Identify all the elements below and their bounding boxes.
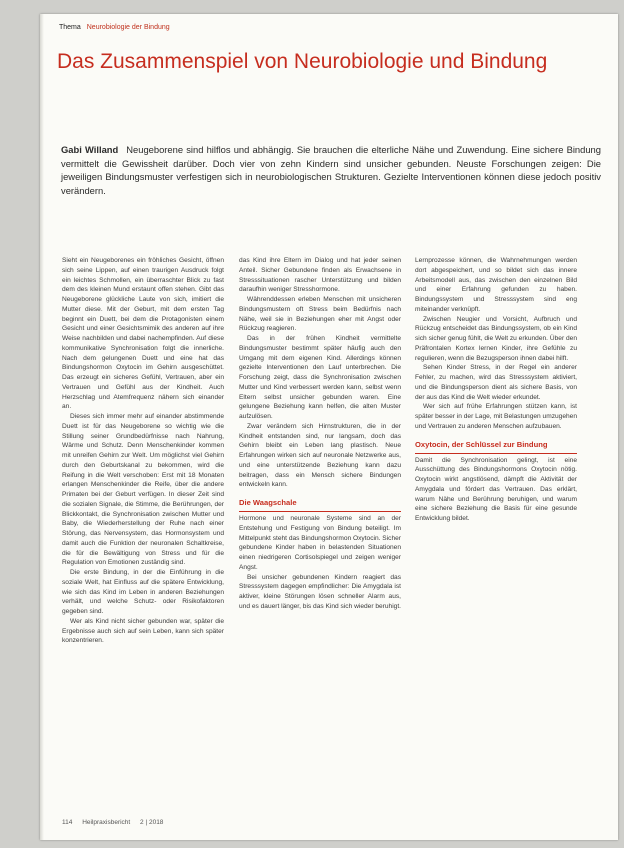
lead-text: Neugeborene sind hilflos und abhängig. Sie brauchen die elterliche Nähe und Zuwendung. Eine sichere Bindung vermittelt die Gewissheit darüber. Doch vier von zehn Kindern sind unsicher gebunden. Neuste Forschungen zeigen: Die jeweiligen Bindungsmuster verfestigen sich in neurobiologischen Strukturen. Gezielte Interventionen können diese jedoch positiv verändern. bbox=[61, 144, 601, 196]
paragraph: Hormone und neuronale Systeme sind an der Entstehung und Festigung von Bindung beteiligt. Im Mittelpunkt steht das Bindungshormon Oxytocin. Sicher gebundene Kinder haben in belastenden Situationen einen niedrigeren Cortisolspiegel und zeigen weniger Angst. bbox=[239, 515, 401, 571]
paragraph: Zwar verändern sich Hirnstrukturen, die in der Kindheit entstanden sind, nur langsam, doch das Gehirn bleibt ein Leben lang plastisch. Neue Erfahrungen wirken sich auf neuronale Netzwerke aus, und eine unterstützende Beziehung kann dazu beitragen, dass ein Mensch sichere Bindungen entwickeln kann. bbox=[239, 422, 401, 489]
section-kicker bbox=[59, 24, 170, 31]
paragraph: Bei unsicher gebundenen Kindern reagiert das Stresssystem dagegen empfindlicher: Die Amygdala ist aktiver, kleine Störungen lösen schneller Alarm aus, und es dauert länger, bis das Kind sich wieder beruhigt. bbox=[239, 573, 401, 610]
page-footer bbox=[62, 819, 171, 826]
magazine-name: Heilpraxisbericht bbox=[82, 819, 131, 826]
text-column-3 bbox=[415, 256, 577, 796]
paragraph: Zwischen Neugier und Vorsicht, Aufbruch und Rückzug entscheidet das Bindungssystem, ob ein Kind sich sicher genug fühlt, die Welt zu erkunden. Über den Präfrontalen Kortex lernen Kinder, ihre Gefühle zu regulieren, wenn die Bezugsperson ihnen dabei hilft. bbox=[415, 315, 577, 362]
heading-rule bbox=[239, 511, 401, 512]
section-heading: Die Waagschale bbox=[239, 498, 297, 507]
subsection-label: Neurobiologie der Bindung bbox=[86, 24, 170, 31]
article-lead bbox=[61, 143, 601, 197]
page-number: 114 bbox=[62, 819, 73, 826]
magazine-page bbox=[40, 14, 618, 840]
section-label: Thema bbox=[59, 24, 81, 31]
paragraph: Währenddessen erleben Menschen mit unsicheren Bindungsmustern oft Stress beim Bedürfnis nach Nähe, weil sie in Beziehungen eher mit Angst oder Rückzug reagieren. bbox=[239, 296, 401, 333]
page-spine-shadow bbox=[40, 14, 44, 840]
article-title: Das Zusammenspiel von Neurobiologie und Bindung bbox=[57, 50, 548, 73]
author-name: Gabi Willand bbox=[61, 144, 119, 155]
paragraph: Sehen Kinder Stress, in der Regel ein anderer Fehler, zu machen, wird das Stresssystem aktiviert, und die Bindungsperson dient als sichere Basis, von der aus das Kind die Welt wieder erkundet. bbox=[415, 364, 577, 401]
paragraph: Die erste Bindung, in der die Einführung in die soziale Welt, hat Einfluss auf die spätere Entwicklung, wie sich das Kind im Leben in anderen Beziehungen verhält, und welche Schutz- oder Risikofaktoren gegeben sind. bbox=[62, 569, 224, 615]
paragraph: Damit die Synchronisation gelingt, ist eine Ausschüttung des Bindungshormons Oxytocin nötig. Oxytocin wirkt angstlösend, dämpft die Aktivität der Amygdala und fördert das Vertrauen. Das erklärt, warum Nähe und Berührung beruhigen, und warum eine sichere Beziehung die Basis für eine gesunde Entwicklung bildet. bbox=[415, 456, 577, 522]
paragraph: Das in der frühen Kindheit vermittelte Bindungsmuster bestimmt später häufig auch den Umgang mit dem eigenen Kind. Allerdings können gezielte Interventionen den Lauf unterbrechen. Die Forschung zeigt, dass die Synchronisation zwischen Mutter und Kind verbessert werden kann, selbst wenn Eltern selbst unsicher gebunden waren. Eine gelungene Beziehung kann helfen, die alten Muster aufzulösen. bbox=[239, 335, 401, 420]
text-column-1 bbox=[62, 256, 224, 796]
paragraph: Wer sich auf frühe Erfahrungen stützen kann, ist später besser in der Lage, mit Belastungen umzugehen und Vertrauen zu anderen Menschen aufzubauen. bbox=[415, 403, 577, 430]
paragraph: Sieht ein Neugeborenes ein fröhliches Gesicht, öffnen sich seine Lippen, auf einen traurigen Ausdruck folgt ein leichtes Schmollen, ein überraschter Blick zu fast dem des kleinen Mund erstaunt offen stehen. Gibt das Neugeborene glückliche Laute von sich, imitiert die Mutter diese. Mit der Geburt, mit dem ersten Tag beginnt ein Duett, bei dem die Protagonisten einem Gesicht und einer Gesichtsmimik des anderen auf ihre Weise nachbilden und dabei nachempfinden. Auf diese kommunikative Synchronisation folgt die innerliche. Nach dem gelungenen Duett und eine hat das Bindungshormon Oxytocin im Gehirn ausgeschüttet. Das erzeugt ein sicheres Gefühl, Vertrauen, aber ein Vertrauen und Gefühl aus der Kindheit. Auch Herzschlag und Atemfrequenz nähern sich einander an. bbox=[62, 257, 224, 411]
paragraph: Wer als Kind nicht sicher gebunden war, später die Ergebnisse auch sich auf sein Leben, kann sich später konzentrieren. bbox=[62, 617, 224, 645]
paragraph: Lernprozesse können, die Wahrnehmungen werden dort abgespeichert, und so bildet sich das innere Arbeitsmodell aus, das zwischen den einzelnen Bild und einer Erfahrung gefunden zu haben. Bindungssystem und Stresssystem sind eng miteinander verknüpft. bbox=[415, 257, 577, 313]
section-heading: Oxytocin, der Schlüssel zur Bindung bbox=[415, 439, 548, 449]
issue-label: 2 | 2018 bbox=[140, 819, 164, 826]
paragraph: Dieses sich immer mehr auf einander abstimmende Duett ist für das Neugeborene so wichtig wie die Stillung seiner Grundbedürfnisse nach Nahrung, Wärme und Schutz. Denn Menschenkinder kommen mit unreifen Gehirn zur Welt. Um möglichst viel Gehirn durch den Geburtskanal zu bekommen, wird die Reifung in die Welt verschoben: Erst mit 18 Monaten erlangen Menschenkinder die Reife, über die andere Primaten bei der Geburt verfügen. In dieser Zeit sind die sozialen Signale, die Stimme, die Berührungen, der Blickkontakt, die Synchronisation zwischen Mutter und Baby, die Wiederherstellung der Ruhe nach einer Störung, das Nervensystem, das Hormonsystem und damit auch die Funktion der neuronalen Schaltkreise, die für die Bewältigung von Stress und für die Regulation von Emotionen zuständig sind. bbox=[62, 413, 224, 567]
paragraph: das Kind ihre Eltern im Dialog und hat jeder seinen Anteil. Sicher Gebundene finden als Erwachsene in Stresssituationen rascher Unterstützung und bilden daraufhin weniger Stresshormone. bbox=[239, 257, 401, 294]
heading-rule bbox=[415, 453, 577, 454]
text-column-2 bbox=[239, 256, 401, 796]
